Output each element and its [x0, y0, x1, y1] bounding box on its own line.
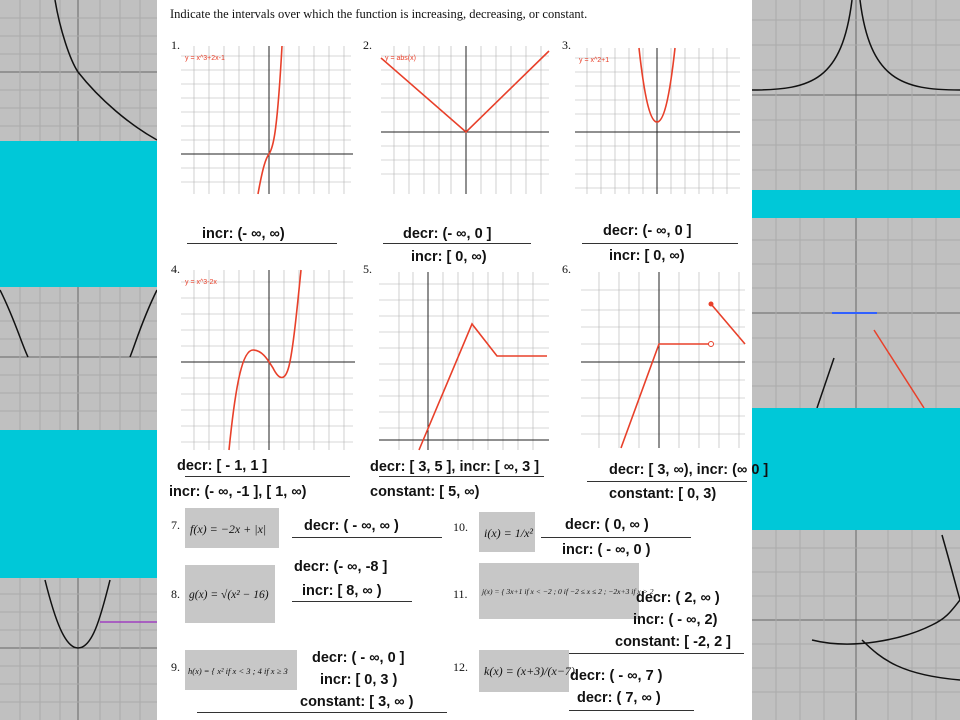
problem-number: 8. [171, 587, 180, 601]
answer-line: decr: (- ∞, 0 ] [403, 226, 492, 242]
left-background-graph [0, 0, 157, 720]
problem-number: 2. [363, 38, 372, 52]
answer-line: incr: [ 0, ∞) [411, 249, 487, 265]
left-graph-art [0, 0, 157, 720]
underline [185, 476, 350, 477]
answer-line: constant: [ -2, 2 ] [615, 634, 732, 650]
formula-problem-10 [479, 512, 535, 552]
problem-number: 7. [171, 518, 180, 532]
underline [292, 601, 412, 602]
answer-line: incr: (- ∞, -1 ], [ 1, ∞) [169, 484, 307, 500]
graph-problem-4 [181, 270, 357, 450]
underline [379, 476, 544, 477]
graph-problem-6 [581, 272, 745, 448]
instructions: Indicate the intervals over which the function is increasing, decreasing, or constant. [170, 7, 588, 21]
formula-text: j(x) = { 3x+1 if x < −2 ; 0 if −2 ≤ x ≤ 2 ; −2x+3 if x > 2 [482, 587, 654, 596]
answer-line: decr: ( - ∞, 7 ) [570, 668, 663, 684]
right-background-graph [752, 0, 960, 720]
problem-number: 9. [171, 660, 180, 674]
answer-line: constant: [ 5, ∞) [370, 484, 480, 500]
answer-line: decr: (- ∞, -8 ] [294, 559, 388, 575]
problem-number: 6. [562, 262, 571, 276]
underline [587, 481, 747, 482]
formula-problem-7 [185, 508, 279, 548]
problem-number: 4. [171, 262, 180, 276]
formula-text: g(x) = √(x² − 16) [189, 589, 269, 601]
answer-line: decr: ( 2, ∞ ) [636, 590, 720, 606]
underline [582, 243, 738, 244]
formula-problem-9 [185, 650, 297, 690]
answer-line: decr: [ 3, 5 ], incr: [ ∞, 3 ] [370, 459, 540, 475]
answer-line: incr: [ 0, 3 ) [320, 672, 398, 688]
graph-problem-2 [381, 46, 551, 194]
problem-number: 5. [363, 262, 372, 276]
graph-problem-1 [181, 46, 357, 194]
answer-line: decr: ( 7, ∞ ) [577, 690, 661, 706]
problem-number: 3. [562, 38, 571, 52]
answer-line: constant: [ 0, 3) [609, 486, 717, 502]
underline [187, 243, 337, 244]
answer-line: decr: ( 0, ∞ ) [565, 517, 649, 533]
underline [569, 653, 744, 654]
problem-number: 11. [453, 587, 468, 601]
underline [569, 710, 694, 711]
graph-problem-3 [575, 48, 740, 194]
right-graph-art [752, 0, 960, 720]
formula-problem-11 [479, 563, 654, 619]
answer-line: decr: (- ∞, 0 ] [603, 223, 692, 239]
underline [292, 537, 442, 538]
formula-text: f(x) = −2x + |x| [190, 522, 267, 536]
formula-text: h(x) = { x² if x < 3 ; 4 if x ≥ 3 [188, 666, 288, 676]
graph-label: y = x^3+2x-1 [185, 55, 225, 62]
underline [383, 243, 531, 244]
formula-text: i(x) = 1/x² [484, 526, 534, 540]
graph-problem-5 [379, 272, 551, 450]
underline [197, 712, 447, 713]
answer-line: incr: ( - ∞, 0 ) [562, 542, 651, 558]
answer-line: incr: [ 0, ∞) [609, 248, 685, 264]
problem-number: 12. [453, 660, 468, 674]
answer-line: constant: [ 3, ∞ ) [300, 694, 414, 710]
graph-label: y = abs(x) [385, 55, 416, 62]
formula-problem-12 [479, 650, 575, 692]
problem-number: 10. [453, 520, 468, 534]
graph-label: y = x^3-2x [185, 279, 217, 286]
formula-text: k(x) = (x+3)/(x−7) [484, 664, 575, 678]
answer-line: incr: [ 8, ∞ ) [302, 583, 382, 599]
answer-line: incr: ( - ∞, 2) [633, 612, 718, 628]
answer-line: incr: (- ∞, ∞) [202, 226, 285, 242]
answer-line: decr: [ 3, ∞), incr: (∞ 0 ] [609, 462, 769, 478]
answer-line: decr: ( - ∞, ∞ ) [304, 518, 399, 534]
graph-label: y = x^2+1 [579, 57, 610, 64]
underline [541, 537, 691, 538]
worksheet [157, 0, 769, 720]
answer-line: decr: ( - ∞, 0 ] [312, 650, 405, 666]
answer-line: decr: [ - 1, 1 ] [177, 458, 268, 474]
formula-problem-8 [185, 565, 275, 623]
problem-number: 1. [171, 38, 180, 52]
